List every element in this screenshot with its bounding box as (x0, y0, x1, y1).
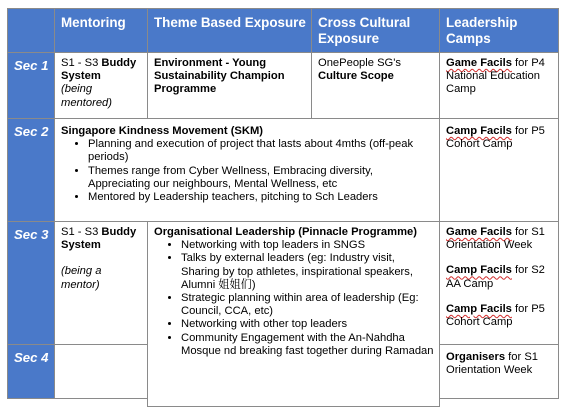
list-item: • Networking with top leaders in SNGS (181, 239, 434, 252)
sec2-skm-title: Singapore Kindness Movement (SKM) (61, 125, 264, 137)
sec2-leadership-camps-cell (439, 118, 559, 222)
sec3-mentoring-role: (being a mentor) (61, 265, 102, 291)
sec1-culture-scope: Culture Scope (318, 70, 394, 83)
sec1-buddy-system: Buddy System (61, 57, 137, 83)
list-item: • Networking with other top leaders (181, 318, 434, 331)
list-item: • Strategic planning within area of leadership (Eg: Council, CCA, etc) (181, 292, 434, 318)
row-label-sec-3: Sec 3 (7, 221, 55, 345)
header-mentoring: Mentoring (54, 8, 148, 53)
sec3-leadership-camps-cell (439, 221, 559, 345)
sec3-camp-2-detail: for S2 AA Camp (446, 264, 545, 290)
sec3-organisational-leadership-cell (147, 221, 440, 407)
sec1-camp-detail: for P4 National Education Camp (446, 57, 545, 96)
sec3-ol-title: Organisational Leadership (Pinnacle Programme) (154, 226, 417, 238)
sec2-camp-detail: for P5 Cohort Camp (446, 125, 545, 151)
sec3-camp-3-role: Camp Facils (446, 302, 512, 315)
row-label-sec-1: Sec 1 (7, 52, 55, 119)
sec2-skm-cell (54, 118, 440, 222)
sec3-buddy-system: Buddy System (61, 226, 137, 252)
sec3-camp-1 (446, 226, 553, 252)
sec1-onepeople-sg: OnePeople SG's (318, 57, 401, 69)
sec1-mentoring-cell (54, 52, 148, 119)
sec4-mentoring-cell (54, 344, 148, 399)
row-label-sec-2: Sec 2 (7, 118, 55, 222)
leadership-programme-table (7, 8, 559, 399)
sec3-mentoring-level: S1 - S3 (61, 226, 102, 238)
list-item: • Planning and execution of project that lasts about 4mths (off-peak periods) (88, 138, 434, 164)
sec1-leadership-camps-cell (439, 52, 559, 119)
header-corner (7, 8, 55, 53)
list-item: • Themes range from Cyber Wellness, Embracing diversity, Appreciating our neighbours, Mental Wellness, etc (88, 165, 434, 191)
sec4-camp-detail: for S1 Orientation Week (446, 351, 539, 377)
header-theme-based-exposure: Theme Based Exposure (147, 8, 312, 53)
sec1-theme-cell: Environment - Young Sustainability Champion Programme (147, 52, 312, 119)
sec4-leadership-camps-cell (439, 344, 559, 399)
sec3-camp-3 (446, 303, 553, 329)
sec3-camp-1-detail: for S1 Orientation Week (446, 226, 545, 252)
sec3-camp-3-detail: for P5 Cohort Camp (446, 302, 545, 329)
sec1-mentoring-role: (being mentored) (61, 83, 112, 109)
header-cross-cultural-exposure: Cross Cultural Exposure (311, 8, 440, 53)
sec3-ol-bullets (154, 239, 434, 358)
sec4-camp-role: Organisers (446, 351, 506, 363)
sec3-mentoring-cell (54, 221, 148, 345)
sec3-camp-1-role: Game Facils (446, 226, 512, 238)
sec1-camp-role: Game Facils (446, 57, 512, 69)
row-label-sec-4: Sec 4 (7, 344, 55, 399)
list-item: • Community Engagement with the An-Nahdha Mosque nd breaking fast together during Ramadan (181, 332, 434, 358)
sec3-camp-2-role: Camp Facils (446, 264, 512, 277)
sec2-camp-role: Camp Facils (446, 125, 512, 137)
sec1-cross-cultural-cell (311, 52, 440, 119)
list-item: • Mentored by Leadership teachers, pitching to Sch Leaders (88, 191, 434, 204)
header-leadership-camps: Leadership Camps (439, 8, 559, 53)
sec1-mentoring-level: S1 - S3 (61, 57, 102, 69)
sec3-camp-2 (446, 264, 553, 290)
list-item: • Talks by external leaders (eg: Industry visit, Sharing by top athletes, inspirational speakers, Alumni 姐姐们) (181, 252, 434, 292)
sec2-skm-bullets (61, 138, 434, 204)
